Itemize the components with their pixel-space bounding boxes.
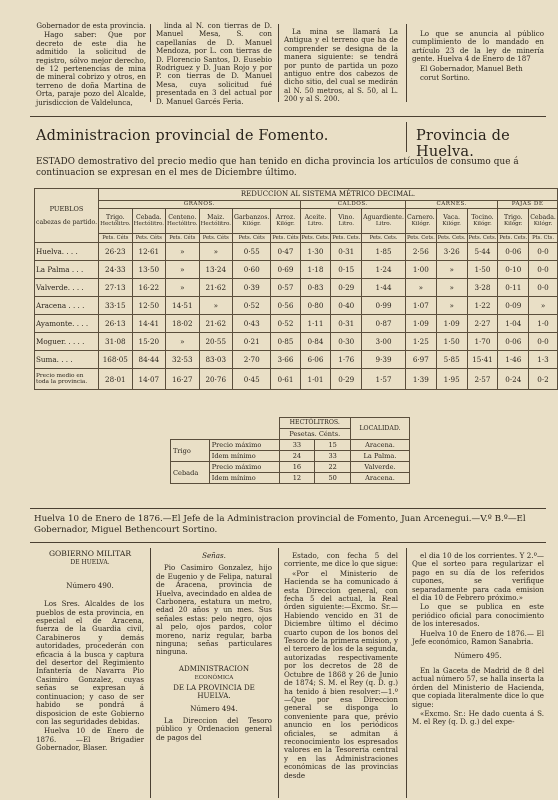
senas-para: Pio Casimiro Gonzalez, hijo de Eugenio y de Felipa, natural de Aracena, provincia de Huelva, avecindado en aldea de Carbonera, estatura un metro, edad 20 años y un mes. Sus señales estas: pelo negro, ojos al pelo, ojos pardos, color moreno, nariz regular, barba ninguna; señas particulares ninguna. (156, 563, 272, 657)
row-label: Huelva. . . . (35, 243, 99, 261)
column-name-cell (166, 209, 199, 234)
top-column-1 (36, 21, 146, 107)
table-cell: » (166, 333, 199, 351)
table-row (35, 351, 558, 369)
column-rule (150, 24, 151, 102)
column-rule (278, 24, 279, 102)
column-unit: Kilógr. (276, 221, 295, 227)
row-label: Valverde. . . . (35, 279, 99, 297)
top-col1-para: Hago saber: Que por decreto de este dia he admitido la solicitud de registro, sólvo mejor derecho, de 12 pertenencias de mina de mineral cobrizo y otros, en terreno de doña Martina de Orta, paraje pozo del Alcalde, jurisdiccion de Valdelunca, (36, 30, 146, 107)
table-cell: 20·76 (199, 369, 232, 390)
column-name: Maiz. (207, 214, 225, 221)
table-cell: » (436, 261, 467, 279)
column-name: Tocino. (471, 214, 494, 221)
table-cell: » (166, 279, 199, 297)
table-cell: » (199, 243, 232, 261)
column-sub: Pets. Céts (132, 234, 165, 243)
top-column-2 (156, 22, 272, 104)
column-unit: Kilógr. (504, 221, 523, 227)
number-494: Número 494. (190, 703, 238, 713)
max-min-item: Cebada (171, 462, 210, 484)
table-cell: 0·0 (529, 261, 558, 279)
table-cell: 0·55 (233, 243, 271, 261)
max-min-body (171, 440, 410, 484)
table-cell: 31·08 (99, 333, 132, 351)
column-name: Vaca. (443, 214, 461, 221)
admin-title: ADMINISTRACION (178, 663, 250, 673)
table-cell: 12·50 (132, 297, 165, 315)
top-col4-signature: El Gobernador, Manuel Beth (420, 63, 523, 73)
table-cell: 1·3 (529, 351, 558, 369)
column-sub: Pets. Céts (166, 234, 199, 243)
table-cell: 168·05 (99, 351, 132, 369)
table-cell: 0·83 (300, 279, 331, 297)
row-label: Suma. . . . (35, 351, 99, 369)
table-row (35, 333, 558, 351)
column-name-cell (331, 209, 362, 234)
pesetas-header: Pesetas. Cénts. (279, 429, 350, 440)
table-cell: 83·03 (199, 351, 232, 369)
table-cell: 0·52 (271, 315, 300, 333)
column-sub: Pets. Cets. (301, 234, 330, 241)
bottom-col1-para-2: Huelva 10 de Enero de 1876. —El Brigadier Gobernador, Blaser. (36, 726, 144, 753)
table-cell: » (529, 297, 558, 315)
table-cell: 26·23 (99, 243, 132, 261)
section-rule (30, 542, 546, 543)
table-cell: 16·27 (166, 369, 199, 390)
table-cell: 0·29 (331, 369, 362, 390)
table-cell: 1·07 (405, 297, 436, 315)
table-cell: 1·0 (529, 315, 558, 333)
column-unit: Kilógr. (242, 221, 261, 227)
column-name: Garbanzos. (234, 214, 270, 221)
bottom-column-1 (36, 550, 144, 798)
table-cell: 0·85 (271, 333, 300, 351)
table-cell: » (166, 261, 199, 279)
max-min-loc: Aracena. (350, 440, 409, 451)
table-cell: 3·26 (436, 243, 467, 261)
column-rule (406, 548, 407, 798)
table-cell: 0·39 (233, 279, 271, 297)
row-label: Precio medio en toda la provincia. (35, 369, 99, 390)
top-col4-para: Lo que se anuncia al público cumplimiento de lo mandado en artículo 23 de la ley de minería gente. Huelva 4 de Enero de 187 (412, 29, 544, 64)
column-rule (406, 24, 407, 102)
top-col3-para: La mina se llamará La Antigua y el terreno que ha de comprender se designa de la manera siguiente: se tendrá por punto de partida un pozo antiguo entre dos cabezos de dicho sitio, del cual se medirán al N. 50 metros, al S. 50, al L. 200 y al S. 200. (284, 27, 398, 104)
table-cell: 26·13 (99, 315, 132, 333)
top-col1-line: Gobernador de esta provincia. (36, 21, 146, 30)
column-names-row (35, 209, 558, 234)
table-cell: 1·76 (331, 351, 362, 369)
table-cell: 12·61 (132, 243, 165, 261)
column-unit: Hectólitro. (167, 221, 198, 227)
table-cell: 0·87 (362, 315, 406, 333)
table-cell: 16·22 (132, 279, 165, 297)
bottom-column-2 (156, 552, 272, 798)
top-col4-signature-2: corut Sortino. (420, 73, 470, 83)
column-sub: Pets. Céts (233, 234, 271, 243)
max-min-p: 33 (279, 440, 315, 451)
column-name: Arroz. (275, 214, 296, 221)
table-cell: 1·09 (405, 315, 436, 333)
max-min-p: 16 (279, 462, 315, 473)
table-cell: 0·61 (271, 369, 300, 390)
column-name: Aceite. (304, 214, 327, 221)
column-name: Centeno. (168, 214, 197, 221)
table-cell: 0·24 (498, 369, 529, 390)
empty-corner (171, 418, 280, 429)
bottom-column-4 (412, 552, 544, 798)
column-unit: Hectólitro. (100, 221, 131, 227)
column-unit: Kilógr. (442, 221, 461, 227)
table-cell: 0·2 (529, 369, 558, 390)
table-cell: 1·01 (300, 369, 331, 390)
table-cell: 0·69 (271, 261, 300, 279)
admin-subtitle: ECONÓMICA (194, 675, 234, 682)
empty-corner (171, 429, 280, 440)
table-cell: 9·39 (362, 351, 406, 369)
table-row (35, 243, 558, 261)
bottom-col3-para-2: «Por el Ministerio de Hacienda se ha comunicado á esta Direccion general, con fecha 5 del actual, la Real órden siguiente:—Excmo. Sr.— Habiendo vencido en 31 de Diciembre último el décimo cuarto cupon de los bonos del Tesoro de la primera emision, y el tercero de los de la segunda, autorizadas respectivamente por los decretos de 28 de Octubre de 1868 y 26 de Junio de 1874; S. M. el Rey (q. D. g.) ha tenido á bien resolver:—1.º—Que por esa Direccion general se disponga lo conveniente para que, prévio anuncio en los periódicos oficiales, se admitan á reconocimiento los espresados valores en la Tesorería central y en las Administraciones económicas de las provincias desde (284, 568, 398, 780)
column-sub: Pets. Cets. (362, 234, 406, 243)
column-sub: Pets. Céts (99, 234, 132, 243)
table-cell: 0·99 (362, 297, 406, 315)
number-495: Número 495. (454, 651, 502, 661)
column-sub: Pets. Cets. (406, 234, 435, 241)
max-min-loc: Aracena. (350, 473, 409, 484)
table-cell: 1·39 (405, 369, 436, 390)
header-rule (406, 122, 407, 152)
gobierno-title: GOBIERNO MILITAR (48, 549, 132, 558)
bottom-col4-para-3: Huelva 10 de Enero de 1876.— El Jefe económico, Ramon Sanabria. (412, 628, 544, 647)
max-min-label: Idem mínimo (209, 451, 279, 462)
column-sub: Pets. Céts (272, 234, 299, 241)
table-cell: 27·13 (99, 279, 132, 297)
bottom-col4-para-2: Lo que se publica en este periódico oficial para conocimiento de los interesados. (412, 602, 544, 629)
column-name-cell (498, 209, 529, 234)
table-cell: 0·0 (529, 243, 558, 261)
max-min-loc: Valverde. (350, 462, 409, 473)
table-cell: 18·02 (166, 315, 199, 333)
table-cell: 24·33 (99, 261, 132, 279)
column-rule (150, 548, 151, 798)
table-cell: 0·0 (529, 333, 558, 351)
table-cell: 1·25 (405, 333, 436, 351)
table-cell: 0·15 (331, 261, 362, 279)
table-cell: 0·06 (498, 243, 529, 261)
table-cell: 1·11 (300, 315, 331, 333)
row-label: Aracena . . . . (35, 297, 99, 315)
column-name-cell (529, 209, 558, 234)
table-cell: 2·27 (467, 315, 498, 333)
table-cell: 14·07 (132, 369, 165, 390)
column-unit: Litro. (338, 221, 354, 227)
table-cell: 1·00 (405, 261, 436, 279)
price-table (34, 188, 558, 390)
table-cell: 0·0 (529, 279, 558, 297)
table-cell: 84·44 (132, 351, 165, 369)
column-name-cell (99, 209, 132, 234)
table-cell: 0·45 (233, 369, 271, 390)
column-name-cell (132, 209, 165, 234)
group-caldos: CALDOS. (300, 201, 405, 209)
max-min-label: Precio máximo (209, 440, 279, 451)
bottom-col3-para-1: Estado, con fecha 5 del corriente, me dice lo que sigue: (284, 551, 398, 569)
bottom-col4-para-4: En la Gaceta de Madrid de 8 del actual número 57, se halla inserta la órden del Ministerio de Hacienda, que copiada literalmente dice lo que sigue: (412, 665, 544, 709)
table-cell: 3·00 (362, 333, 406, 351)
admin-province: DE LA PROVINCIA DE HUELVA. (173, 682, 255, 701)
table-cell: 1·22 (467, 297, 498, 315)
table-cell: 0·43 (233, 315, 271, 333)
table-cell: 0·31 (331, 243, 362, 261)
column-name: Aguardiente. (363, 214, 404, 221)
column-name-cell (362, 209, 406, 234)
max-min-c: 33 (315, 451, 351, 462)
table-cell: 0·47 (271, 243, 300, 261)
column-unit: Kilógr. (473, 221, 492, 227)
localidad-header: LOCALIDAD. (350, 418, 409, 440)
column-sub: Pets. Cets. (468, 234, 497, 241)
column-unit: Hectólitro. (200, 221, 232, 227)
reduccion-header: REDUCCION AL SISTEMA MÉTRICO DECIMAL. (99, 189, 558, 201)
table-cell: » (436, 297, 467, 315)
row-label: La Palma . . . (35, 261, 99, 279)
table-cell: 2·70 (233, 351, 271, 369)
number-490: Número 490. (66, 580, 114, 590)
top-col2-para: linda al N. con tierras de D. Manuel Mesa, S. con capellanías de D. Manuel Mendoza, por L. con tierras de D. Florencio Santos, D. Eusebio Rodriguez y D. Juan Rojo y por P. con tierras de D. Manuel Mesa, cuya solicitud fué presentada en 3 del actual por D. Manuel Garcés Feria. (156, 21, 272, 106)
group-carnes: CARNES. (405, 201, 497, 209)
table-cell: 2·56 (405, 243, 436, 261)
column-name: Cebada. (530, 214, 556, 221)
column-name: Cebada. (135, 214, 162, 221)
bottom-col4-para-5: «Excmo. Sr.: He dado cuenta á S. M. el Rey (q. D. g.) del expe- (412, 708, 544, 727)
table-cell: » (199, 297, 232, 315)
column-sub: Pets. Cets. (332, 234, 361, 241)
table-cell: 1·09 (436, 315, 467, 333)
table-cell: 1·50 (436, 333, 467, 351)
max-min-label: Precio máximo (209, 462, 279, 473)
column-name-cell (271, 209, 300, 234)
pueblos-header-cell (35, 189, 99, 243)
section-rule (30, 116, 546, 117)
column-name: Carnero. (407, 214, 435, 221)
max-min-table (170, 417, 410, 484)
table-cell: 0·30 (331, 333, 362, 351)
column-name: Vino. (338, 214, 355, 221)
bottom-column-3 (284, 552, 398, 798)
group-granos: GRANOS. (99, 201, 300, 209)
header-left-title: Administracion provincial de Fomento. (36, 128, 329, 144)
senas-title: Señas. (202, 551, 226, 560)
column-unit: Litro. (307, 221, 324, 227)
bottom-col2-para: La Direccion del Tesoro público y Ordenacion general de pagos del (156, 715, 272, 742)
table-cell: 0·29 (331, 279, 362, 297)
table-cell: 0·31 (331, 315, 362, 333)
table-cell: 14·41 (132, 315, 165, 333)
column-unit: Litro. (375, 221, 392, 227)
table-cell: 3·66 (271, 351, 300, 369)
table-cell: 28·01 (99, 369, 132, 390)
estado-text: ESTADO demostrativo del precio medio que han tenido en dicha provincia los artículos de consumo que á continuacion se expresan en el mes de Diciembre último. (36, 157, 519, 178)
max-min-c: 15 (315, 440, 351, 451)
column-name-cell (233, 209, 271, 234)
table-cell: 21·62 (199, 279, 232, 297)
max-min-p: 24 (279, 451, 315, 462)
max-min-p: 12 (279, 473, 315, 484)
table-cell: 6·97 (405, 351, 436, 369)
column-unit: Kilógr. (533, 221, 553, 227)
table-cell: 1·57 (362, 369, 406, 390)
max-min-c: 22 (315, 462, 351, 473)
max-min-loc: La Palma. (350, 451, 409, 462)
top-column-4 (412, 30, 544, 110)
footer-signature: Huelva 10 de Enero de 1876.—El Jefe de la Administracion provincial de Fomento, Juan Arcenegui.—V.º B.º—El Gobernador, Miguel Bethencourt Sortino. (34, 514, 526, 535)
table-cell: » (166, 243, 199, 261)
table-cell: 0·10 (498, 261, 529, 279)
hectolitros-header: HECTÓLITROS. (279, 418, 350, 429)
table-cell: 0·80 (300, 297, 331, 315)
column-rule (278, 548, 279, 798)
table-cell: 15·41 (467, 351, 498, 369)
table-cell: 1·50 (467, 261, 498, 279)
table-row (35, 369, 558, 390)
bottom-col4-para-1: el dia 10 de los corrientes. Y 2.º— Que el sorteo para regularizar el pago en su día de los referidos cupones, se verifique separadamente para cada emision el dia 10 de Febrero próximo.» (412, 551, 544, 603)
table-cell: 5·44 (467, 243, 498, 261)
table-cell: 2·57 (467, 369, 498, 390)
table-cell: 1·95 (436, 369, 467, 390)
gobierno-subtitle: DE HUELVA. (70, 559, 110, 567)
table-cell: 0·60 (233, 261, 271, 279)
table-cell: 15·20 (132, 333, 165, 351)
max-min-c: 50 (315, 473, 351, 484)
table-cell: 1·24 (362, 261, 406, 279)
max-min-row (171, 462, 410, 473)
column-sub: Pets. Céts (199, 234, 232, 243)
table-body (35, 243, 558, 390)
table-cell: 1·04 (498, 315, 529, 333)
table-cell: 1·85 (362, 243, 406, 261)
table-cell: » (436, 279, 467, 297)
table-row (35, 315, 558, 333)
section-rule (30, 508, 546, 509)
table-cell: 0·21 (233, 333, 271, 351)
column-name-cell (405, 209, 436, 234)
table-cell: 6·06 (300, 351, 331, 369)
table-cell: 1·44 (362, 279, 406, 297)
table-cell: 13·24 (199, 261, 232, 279)
column-unit: Kilógr. (411, 221, 431, 227)
table-cell: 32·53 (166, 351, 199, 369)
table-cell: 1·46 (498, 351, 529, 369)
max-min-label: Idem mínimo (209, 473, 279, 484)
table-cell: 3·28 (467, 279, 498, 297)
table-cell: 21·62 (199, 315, 232, 333)
table-cell: 20·55 (199, 333, 232, 351)
column-name-cell (467, 209, 498, 234)
column-unit: Hectólitro. (133, 221, 165, 227)
table-cell: 0·57 (271, 279, 300, 297)
table-cell: 0·56 (271, 297, 300, 315)
column-name-cell (300, 209, 331, 234)
max-min-row (171, 440, 410, 451)
column-name: Trigo. (503, 214, 523, 221)
column-sub: Pts. Cts. (529, 234, 558, 243)
table-cell: 0·09 (498, 297, 529, 315)
table-cell: 14·51 (166, 297, 199, 315)
table-cell: 1·18 (300, 261, 331, 279)
table-cell: 33·15 (99, 297, 132, 315)
column-name: Trigo. (106, 214, 125, 221)
table-cell: 0·52 (233, 297, 271, 315)
header-right-title: Provincia de Huelva. (416, 128, 510, 160)
top-column-3 (284, 28, 398, 108)
table-cell: 5·85 (436, 351, 467, 369)
table-cell: 0·84 (300, 333, 331, 351)
table-row (35, 297, 558, 315)
table-row (35, 261, 558, 279)
column-name-cell (199, 209, 232, 234)
column-subs-row (35, 234, 558, 243)
table-cell: 1·30 (300, 243, 331, 261)
table-cell: 0·11 (498, 279, 529, 297)
cabezas-header: cabezas de partido. (36, 218, 98, 226)
row-label: Ayamonte. . . . (35, 315, 99, 333)
table-row (35, 279, 558, 297)
group-pajas: PAJAS DE (498, 201, 557, 209)
table-cell: » (405, 279, 436, 297)
pueblos-header: PUEBLOS (49, 204, 84, 213)
row-label: Moguer. . . . . (35, 333, 99, 351)
table-cell: 13·50 (132, 261, 165, 279)
table-cell: 0·06 (498, 333, 529, 351)
column-name-cell (436, 209, 467, 234)
max-min-item: Trigo (171, 440, 210, 462)
table-cell: 0·40 (331, 297, 362, 315)
column-sub: Pets. Cets. (437, 234, 466, 241)
table-cell: 1·70 (467, 333, 498, 351)
bottom-col1-para-1: Los Sres. Alcaldes de los pueblos de esta provincia, en especial el de Aracena, fuerza de la Guardia civil, Carabineros y demás autoridades, procederán con eficacia á la busca y captura del desertor del Regimiento Infantería de Navarra Pio Casimiro Gonzalez, cuyas señas se expresan á continuacion; y caso de ser habido se pondrá á disposicion de este Gobierno con las seguridades debidas. (36, 599, 144, 726)
column-sub: Pets. Cets. (499, 234, 528, 241)
